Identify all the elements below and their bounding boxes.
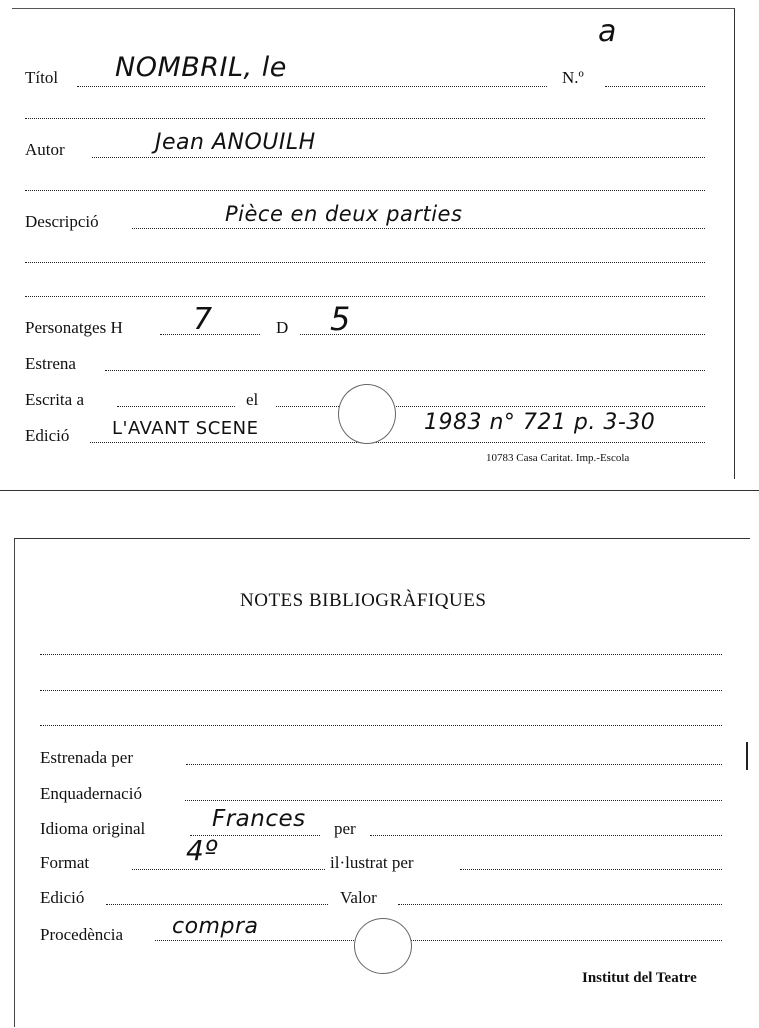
edge-mark (746, 742, 748, 770)
descripcio-label: Descripció (25, 212, 99, 231)
edicio-detail: 1983 n° 721 p. 3-30 (424, 410, 656, 435)
autor-line (92, 157, 705, 158)
procedencia-value: compra (172, 914, 259, 939)
personatges-label: Personatges H (25, 318, 123, 337)
per-label: per (334, 819, 356, 838)
enquadernacio-label: Enquadernació (40, 784, 142, 803)
h-value: 7 (193, 302, 213, 337)
format-line (132, 869, 325, 870)
titol-value: NOMBRIL, le (115, 52, 287, 83)
illustrat-label: il·lustrat per (330, 853, 414, 872)
blank-line-4 (25, 296, 705, 297)
institution-name: Institut del Teatre (582, 970, 697, 986)
notes-line-3 (40, 725, 722, 726)
estrenada-label: Estrenada per (40, 748, 133, 767)
d-line (300, 334, 705, 335)
estrena-line (105, 370, 705, 371)
edicio2-line (106, 904, 328, 905)
descripcio-line (132, 228, 705, 229)
per-line (370, 835, 722, 836)
valor-label: Valor (340, 888, 377, 907)
estrenada-line (186, 764, 722, 765)
blank-line-1 (25, 118, 705, 119)
punch-hole-2 (354, 918, 412, 974)
notes-line-1 (40, 654, 722, 655)
titol-label: Títol (25, 68, 59, 87)
blank-line-3 (25, 262, 705, 263)
idioma-value: Frances (212, 806, 306, 832)
illustrat-line (460, 869, 722, 870)
blank-line-2 (25, 190, 705, 191)
escrita-line (117, 406, 235, 407)
numero-label: N.º (562, 68, 584, 87)
autor-label: Autor (25, 140, 65, 159)
edicio-value: L'AVANT SCENE (112, 418, 259, 439)
card-separator (0, 490, 759, 491)
edicio2-label: Edició (40, 888, 85, 907)
d-value: 5 (330, 300, 351, 338)
procedencia-label: Procedència (40, 925, 124, 944)
titol-line (77, 86, 547, 87)
escrita-label: Escrita a (25, 390, 84, 409)
punch-hole-1 (338, 384, 396, 444)
corner-mark: a (598, 14, 617, 49)
notes-line-2 (40, 690, 722, 691)
edicio-label: Edició (25, 426, 70, 445)
edicio-line (90, 442, 705, 443)
idioma-label: Idioma original (40, 819, 146, 838)
format-label: Format (40, 853, 90, 872)
autor-value: Jean ANOUILH (155, 130, 316, 155)
valor-line (398, 904, 722, 905)
notes-title: NOTES BIBLIOGRÀFIQUES (240, 590, 487, 611)
d-label: D (276, 318, 289, 337)
procedencia-line (155, 940, 722, 941)
estrena-label: Estrena (25, 354, 76, 373)
enquadernacio-line (185, 800, 722, 801)
el-label: el (246, 390, 259, 409)
descripcio-value: Pièce en deux parties (225, 202, 463, 226)
numero-line (605, 86, 705, 87)
printer-imprint: 10783 Casa Caritat. Imp.-Escola (486, 452, 630, 464)
format-value: 4º (186, 834, 219, 867)
